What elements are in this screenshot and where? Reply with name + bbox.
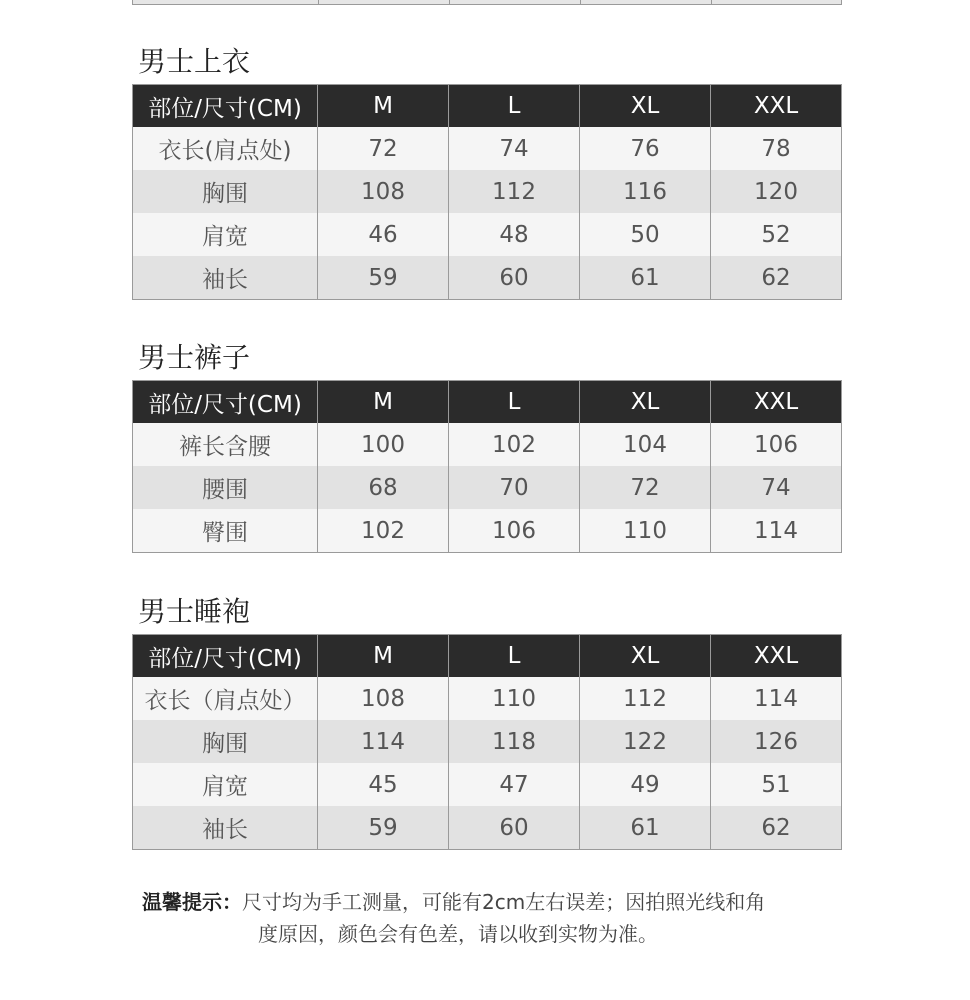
table-cell: 108: [318, 170, 449, 213]
row-label: 臀围: [133, 509, 318, 553]
table-cell: 48: [449, 213, 580, 256]
row-label: 衣长（肩点处）: [133, 677, 318, 720]
table-row: [133, 806, 842, 850]
table-row: [133, 170, 842, 213]
header-cell: M: [318, 381, 449, 424]
table-cell: 62: [711, 256, 842, 300]
header-cell: M: [318, 635, 449, 678]
table-cell: 118: [449, 720, 580, 763]
table-cell: 120: [711, 170, 842, 213]
table-cell: 112: [580, 677, 711, 720]
table-header-row: [133, 85, 842, 128]
row-label: 肩宽: [133, 213, 318, 256]
table-cell: 104: [580, 423, 711, 466]
header-cell: 部位/尺寸(CM): [133, 635, 318, 678]
table-cell: 110: [580, 509, 711, 553]
table-cell: 68: [318, 466, 449, 509]
table-cell: 102: [318, 509, 449, 553]
table-row: [133, 466, 842, 509]
table-cell: 112: [449, 170, 580, 213]
table-cell: 49: [580, 763, 711, 806]
header-cell: 部位/尺寸(CM): [133, 381, 318, 424]
row-label: 袖长: [133, 256, 318, 300]
table-row: [133, 256, 842, 300]
table-cell: 61: [580, 806, 711, 850]
header-cell: M: [318, 85, 449, 128]
table-cell: 100: [318, 423, 449, 466]
table-cell: 62: [711, 806, 842, 850]
table-cell: 106: [711, 423, 842, 466]
table-cell: 114: [318, 720, 449, 763]
header-cell: XXL: [711, 85, 842, 128]
table-cell: 51: [711, 763, 842, 806]
row-label: 肩宽: [133, 763, 318, 806]
tip-text-1: 尺寸均为手工测量，可能有2cm左右误差；因拍照光线和角: [242, 890, 766, 914]
table-cell: 78: [711, 127, 842, 170]
header-cell: XL: [580, 85, 711, 128]
table-cell: 108: [318, 677, 449, 720]
table-cell: 110: [449, 677, 580, 720]
table-cell: 116: [580, 170, 711, 213]
table-cell: 114: [711, 509, 842, 553]
table-cell: 76: [580, 127, 711, 170]
row-label: 裤长含腰: [133, 423, 318, 466]
table-cell: 106: [449, 509, 580, 553]
size-table: [132, 634, 842, 850]
table-cell: 45: [318, 763, 449, 806]
row-label: 腰围: [133, 466, 318, 509]
table-cell: 74: [711, 466, 842, 509]
header-cell: L: [449, 635, 580, 678]
table-cell: 59: [318, 256, 449, 300]
table-row: [133, 127, 842, 170]
header-cell: L: [449, 381, 580, 424]
row-label: 衣长(肩点处): [133, 127, 318, 170]
table-row: [133, 720, 842, 763]
table-cell: 102: [449, 423, 580, 466]
row-label: 胸围: [133, 170, 318, 213]
table-cell: 74: [449, 127, 580, 170]
table-cell: 46: [318, 213, 449, 256]
row-label: 袖长: [133, 806, 318, 850]
table-cell: 59: [318, 806, 449, 850]
size-table: [132, 380, 842, 553]
header-cell: XL: [580, 635, 711, 678]
section-title: 男士上衣: [138, 45, 251, 78]
warm-tip-note: [142, 886, 842, 950]
table-cell: 72: [580, 466, 711, 509]
previous-table-bottom-edge: [132, 0, 842, 5]
table-cell: 60: [449, 256, 580, 300]
table-row: [133, 213, 842, 256]
size-section-men-pants: [132, 336, 842, 553]
table-cell: 70: [449, 466, 580, 509]
table-row: [133, 763, 842, 806]
header-cell: XXL: [711, 635, 842, 678]
row-label: 胸围: [133, 720, 318, 763]
size-section-men-top: [132, 40, 842, 300]
size-section-men-robe: [132, 590, 842, 850]
header-cell: XXL: [711, 381, 842, 424]
section-title: 男士睡袍: [138, 595, 251, 628]
table-cell: 114: [711, 677, 842, 720]
table-cell: 47: [449, 763, 580, 806]
size-table: [132, 84, 842, 300]
header-cell: L: [449, 85, 580, 128]
table-header-row: [133, 635, 842, 678]
table-cell: 126: [711, 720, 842, 763]
table-cell: 50: [580, 213, 711, 256]
section-title: 男士裤子: [138, 341, 251, 374]
table-cell: 72: [318, 127, 449, 170]
tip-text-2: 度原因，颜色会有色差，请以收到实物为准。: [258, 922, 658, 946]
header-cell: 部位/尺寸(CM): [133, 85, 318, 128]
header-cell: XL: [580, 381, 711, 424]
tip-label: 温馨提示：: [142, 890, 242, 914]
table-header-row: [133, 381, 842, 424]
table-row: [133, 423, 842, 466]
tip-line-1: [142, 886, 842, 918]
table-row: [133, 677, 842, 720]
table-cell: 61: [580, 256, 711, 300]
table-cell: 122: [580, 720, 711, 763]
table-cell: 52: [711, 213, 842, 256]
table-cell: 60: [449, 806, 580, 850]
table-row: [133, 509, 842, 553]
